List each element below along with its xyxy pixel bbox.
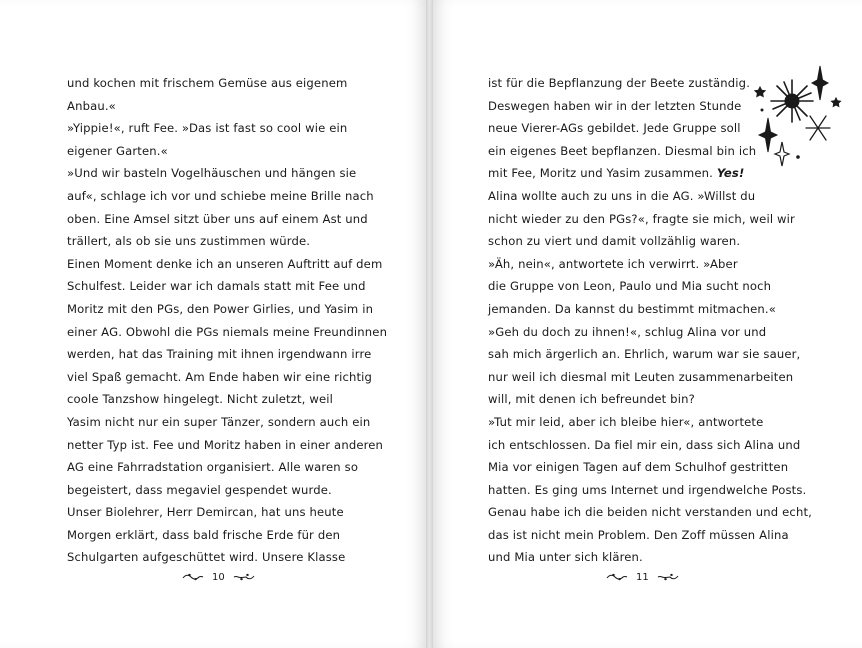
page-number-right bbox=[606, 570, 679, 584]
text-line: werden, hat das Training mit ihnen irgendwann irre bbox=[67, 347, 372, 362]
text-line: mit Fee, Moritz und Yasim zusammen. Yes! bbox=[488, 166, 745, 181]
text-line: Morgen erklärt, dass bald frische Erde für den bbox=[67, 527, 341, 542]
text-line: schon zu viert und damit vollzählig waren. bbox=[488, 234, 741, 249]
text-line: Schulgarten aufgeschüttet wird. Unsere Klasse bbox=[67, 550, 346, 565]
text-line: Mia vor einigen Tagen auf dem Schulhof gestritten bbox=[488, 460, 789, 475]
text-line: Genau habe ich die beiden nicht verstanden und echt, bbox=[488, 505, 812, 520]
vine-swirl-icon bbox=[182, 572, 204, 582]
page-number: 11 bbox=[636, 571, 649, 583]
sparkle-stars-icon bbox=[748, 60, 848, 180]
text-line: eigener Garten.« bbox=[67, 143, 168, 158]
page-number: 10 bbox=[212, 571, 225, 583]
text-line: Alina wollte auch zu uns in die AG. »Willst du bbox=[488, 188, 756, 203]
text-line: »Und wir basteln Vogelhäuschen und hängen sie bbox=[67, 166, 357, 181]
book-gutter bbox=[426, 0, 433, 648]
text-line: nicht wieder zu den PGs?«, fragte sie mich, weil wir bbox=[488, 211, 795, 226]
text-line: einer AG. Obwohl die PGs niemals meine Freundinnen bbox=[67, 324, 388, 339]
text-line: hatten. Es ging ums Internet und irgendwelche Posts. bbox=[488, 482, 807, 497]
text-line: netter Typ ist. Fee und Moritz haben in einer anderen bbox=[67, 437, 384, 452]
text-line: das ist nicht mein Problem. Den Zoff müssen Alina bbox=[488, 527, 789, 542]
text-line: coole Tanzshow hingelegt. Nicht zuletzt, weil bbox=[67, 392, 333, 407]
text-line: oben. Eine Amsel sitzt über uns auf einem Ast und bbox=[67, 211, 368, 226]
text-line: sah mich ärgerlich an. Ehrlich, warum war sie sauer, bbox=[488, 347, 801, 362]
text-line: ein eigenes Beet bepflanzen. Diesmal bin ich bbox=[488, 143, 757, 158]
text-line: »Äh, nein«, antwortete ich verwirrt. »Aber bbox=[488, 256, 738, 271]
page-number-left bbox=[182, 570, 255, 584]
text-line: Deswegen haben wir in der letzten Stunde bbox=[488, 98, 742, 113]
text-line: »Yippie!«, ruft Fee. »Das ist fast so cool wie ein bbox=[67, 121, 348, 136]
text-line: ich entschlossen. Da fiel mir ein, dass sich Alina und bbox=[488, 437, 801, 452]
text-line: auf«, schlage ich vor und schiebe meine Brille nach bbox=[67, 188, 374, 203]
text-line: AG eine Fahrradstation organisiert. Alle waren so bbox=[67, 460, 359, 475]
text-line: jemanden. Da kannst du bestimmt mitmachen.« bbox=[488, 301, 777, 316]
text-line: Anbau.« bbox=[67, 98, 116, 113]
vine-swirl-icon bbox=[606, 572, 628, 582]
text-line: die Gruppe von Leon, Paulo und Mia sucht noch bbox=[488, 279, 772, 294]
text-line: viel Spaß gemacht. Am Ende haben wir eine richtig bbox=[67, 369, 373, 384]
text-line: Schulfest. Leider war ich damals statt mit Fee und bbox=[67, 279, 366, 294]
text-line: Yasim nicht nur ein super Tänzer, sondern auch ein bbox=[67, 414, 371, 429]
text-line: will, mit denen ich befreundet bin? bbox=[488, 392, 695, 407]
text-line: »Geh du doch zu ihnen!«, schlug Alina vor und bbox=[488, 324, 767, 339]
text-line: neue Vierer-AGs gebildet. Jede Gruppe soll bbox=[488, 121, 741, 136]
text-line: »Tut mir leid, aber ich bleibe hier«, antwortete bbox=[488, 414, 764, 429]
text-line: nur weil ich diesmal mit Leuten zusammenarbeiten bbox=[488, 369, 794, 384]
text-line: trällert, als ob sie uns zustimmen würde. bbox=[67, 234, 311, 249]
text-line: Moritz mit den PGs, den Power Girlies, und Yasim in bbox=[67, 301, 374, 316]
text-line: Unser Biolehrer, Herr Demircan, hat uns heute bbox=[67, 505, 344, 520]
left-page-text bbox=[67, 72, 407, 569]
text-line: und kochen mit frischem Gemüse aus eigenem bbox=[67, 76, 348, 90]
text-line: Einen Moment denke ich an unseren Auftritt auf dem bbox=[67, 256, 383, 271]
vine-swirl-icon bbox=[233, 572, 255, 582]
text-line: ist für die Bepflanzung der Beete zuständig. bbox=[488, 76, 751, 90]
vine-swirl-icon bbox=[657, 572, 679, 582]
handwritten-exclamation: Yes! bbox=[716, 166, 745, 181]
text-line: und Mia unter sich klären. bbox=[488, 550, 643, 565]
text-line: begeistert, dass megaviel gespendet wurde. bbox=[67, 482, 332, 497]
